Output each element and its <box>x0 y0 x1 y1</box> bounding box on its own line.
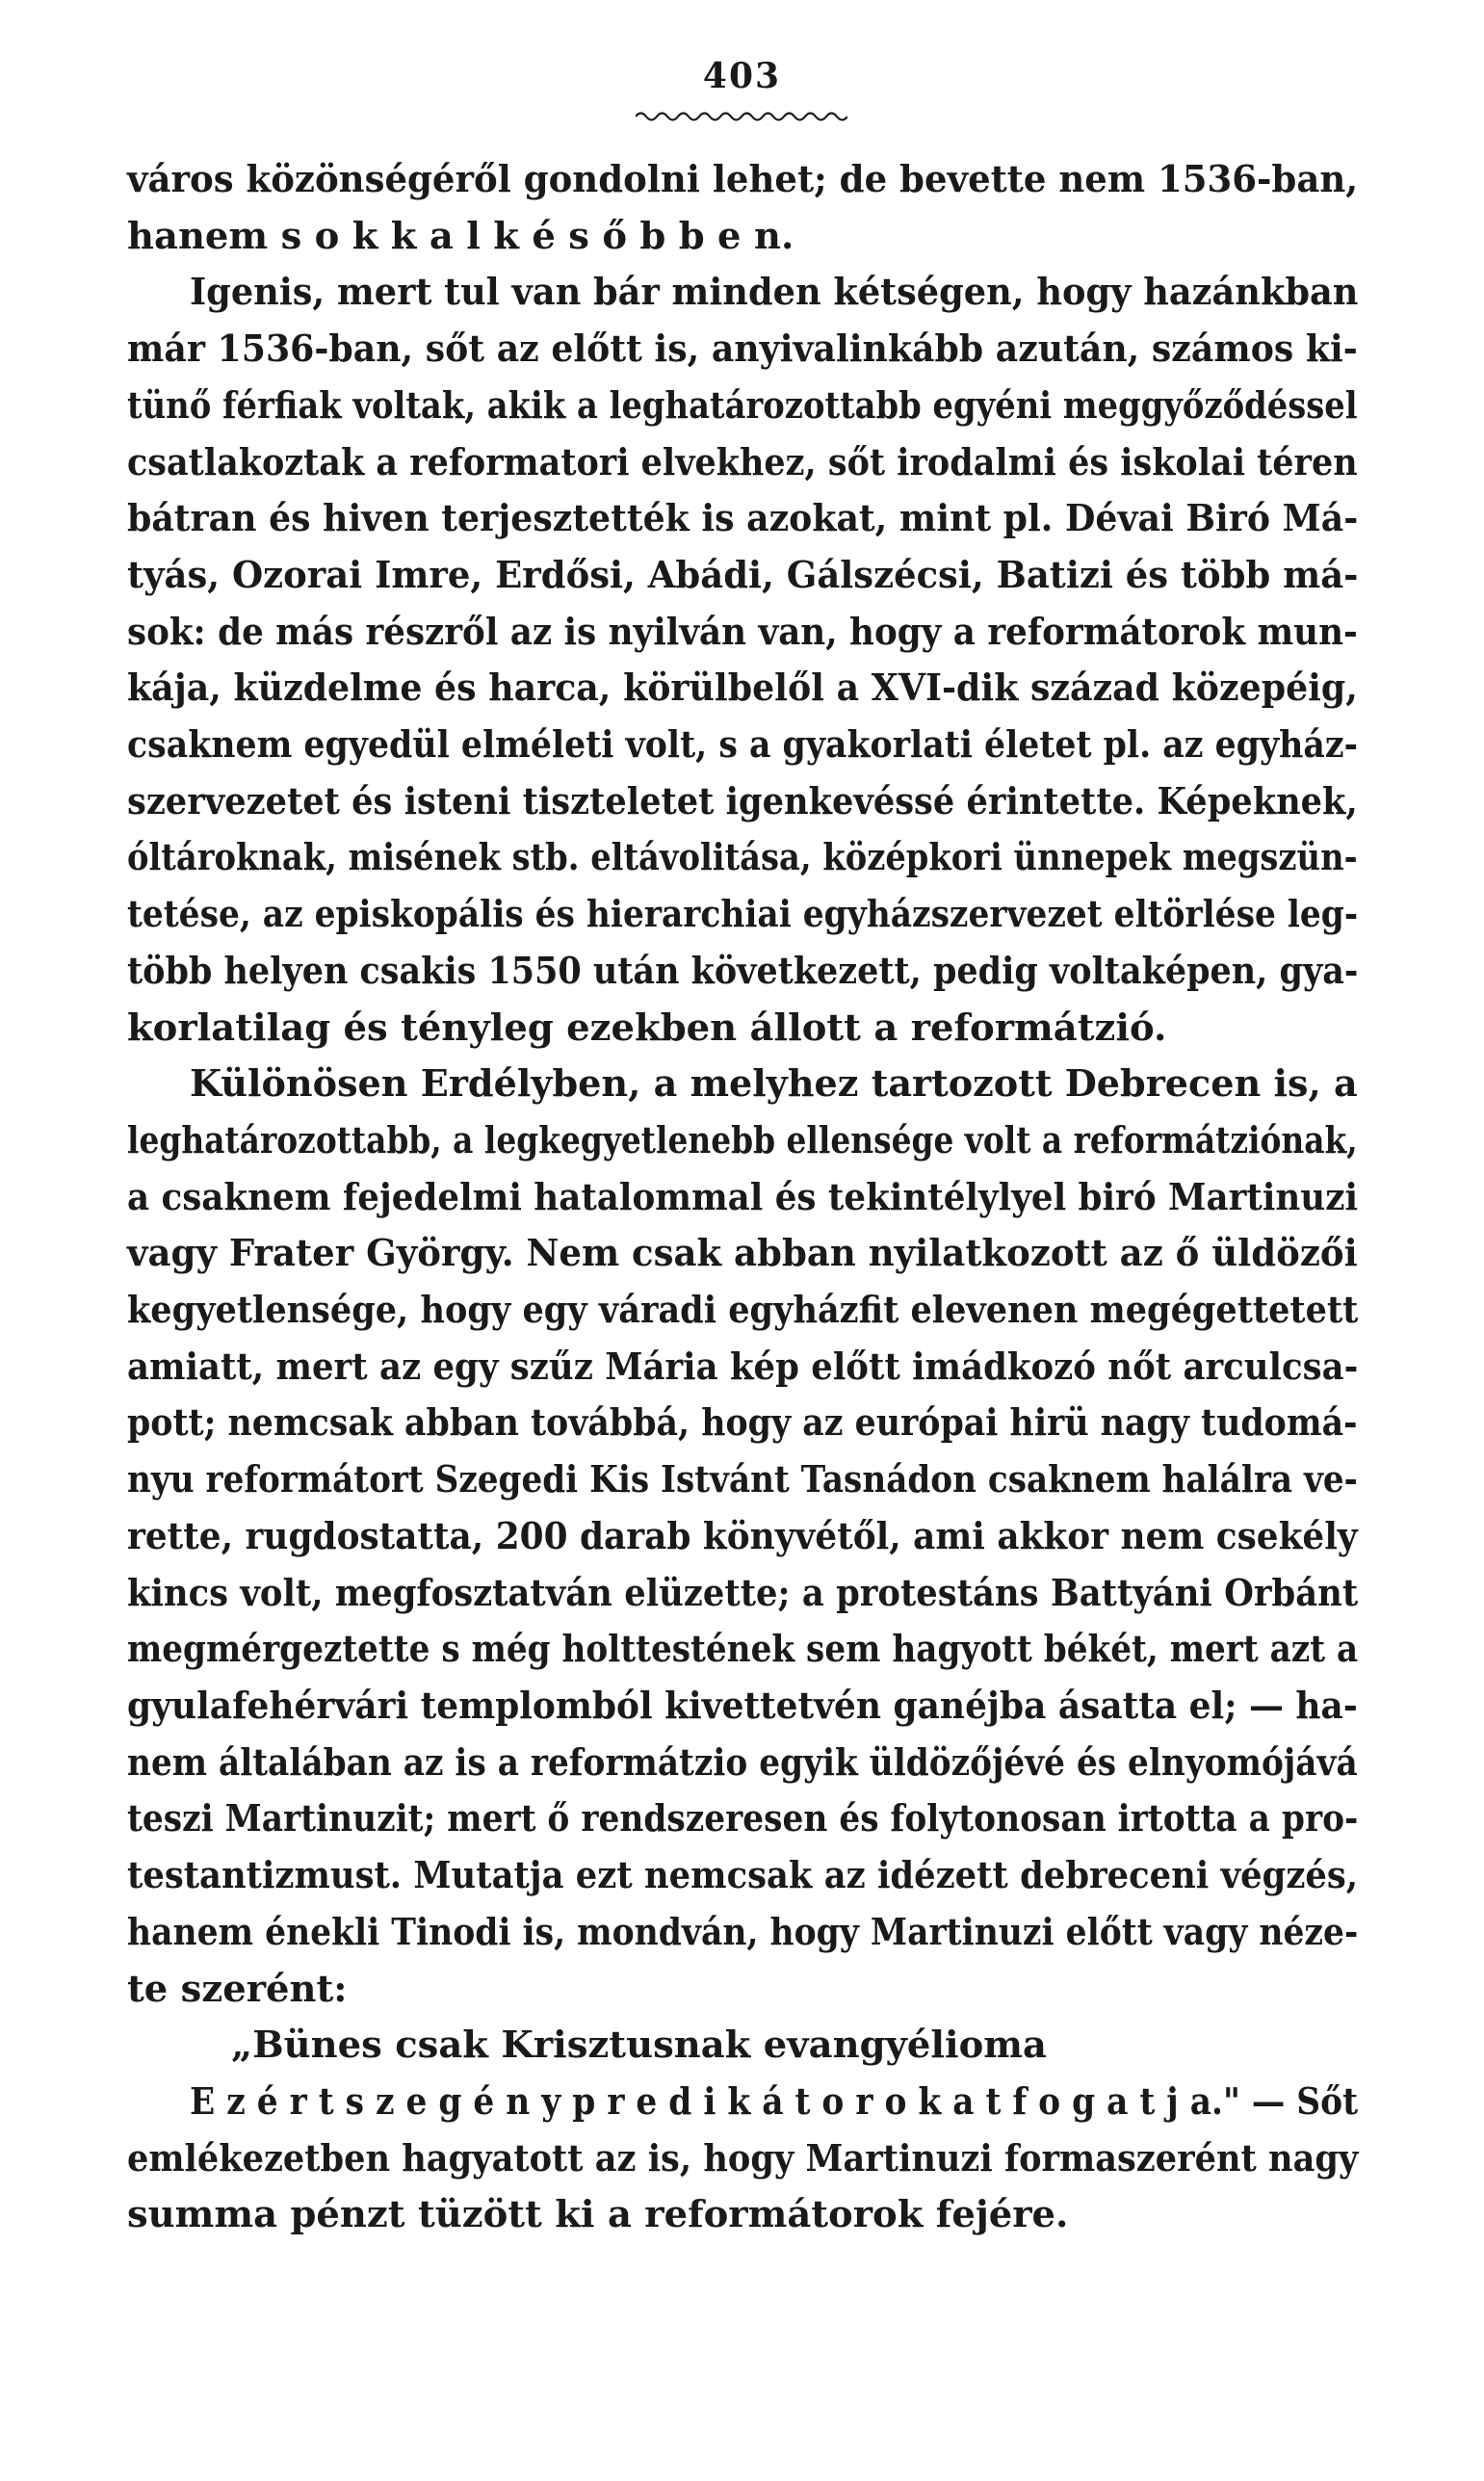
text-line: tünő férfiak voltak, akik a leghatározottabb egyéni meggyőződéssel <box>127 383 1358 428</box>
text-line: pott; nemcsak abban továbbá, hogy az európai hirü nagy tudomá- <box>127 1401 1358 1446</box>
text-line: Igenis, mert tul van bár minden kétségen, hogy hazánkban <box>190 271 1359 315</box>
text-line: több helyen csakis 1550 után következett, pedig voltaképen, gya- <box>127 949 1359 993</box>
text-line: E z é r t s z e g é n y p r e d i k á t o r o k a t f o g a t j a." — Sőt <box>190 2079 1359 2124</box>
text-line: korlatilag és tényleg ezekben állott a reformátzió. <box>127 1005 1167 1050</box>
text-line: teszi Martinuzit; mert ő rendszeresen és folytonosan irtotta a pro- <box>127 1797 1359 1841</box>
text-line: rette, rugdostatta, 200 darab könyvétől, ami akkor nem csekély <box>127 1514 1358 1558</box>
text-line: leghatározottabb, a legkegyetlenebb ellensége volt a reformátziónak, <box>127 1118 1358 1162</box>
text-line: csaknem egyedül elméleti volt, s a gyakorlati életet pl. az egyház- <box>127 723 1359 768</box>
body-text <box>127 152 1358 2244</box>
text-line: város közönségéről gondolni lehet; de bevette nem 1536-ban, <box>127 158 1359 201</box>
text-line: emlékezetben hagyatott az is, hogy Martinuzi formaszerént nagy <box>127 2136 1359 2181</box>
text-line: nem általában az is a reformátzio egyik üldözőjévé és elnyomójává <box>127 1740 1358 1785</box>
wavy-rule-ornament <box>636 108 847 125</box>
text-line: testantizmust. Mutatja ezt nemcsak az idézett debreceni végzés, <box>127 1854 1359 1898</box>
text-line: te szerént: <box>127 1967 348 2011</box>
text-line: csatlakoztak a reformatori elvekhez, sőt irodalmi és iskolai téren <box>127 440 1358 484</box>
text-line: gyulafehérvári templomból kivettetvén ganéjba ásatta el; — ha- <box>127 1684 1358 1728</box>
text-line: megmérgeztette s még holttestének sem hagyott békét, mert azt a <box>127 1628 1359 1672</box>
text-line: már 1536-ban, sőt az előtt is, anyivalinkább azután, számos ki- <box>127 327 1358 372</box>
text-line: amiatt, mert az egy szűz Mária kép előtt imádkozó nőt arculcsa- <box>127 1345 1359 1389</box>
text-line: hanem s o k k a l k é s ő b b e n. <box>127 214 794 258</box>
text-line: a csaknem fejedelmi hatalommal és tekintélylyel biró Martinuzi <box>127 1175 1359 1219</box>
text-line: szervezetet és isteni tiszteletet igenkevéssé érintette. Képeknek, <box>127 779 1358 823</box>
text-line: „Bünes csak Krisztusnak evangyélioma <box>231 2024 1047 2068</box>
text-line: Különösen Erdélyben, a melyhez tartozott Debrecen is, a <box>190 1062 1358 1107</box>
page-number: 403 <box>702 56 782 96</box>
text-line: kegyetlensége, hogy egy váradi egyházfit elevenen megégettetett <box>127 1289 1359 1333</box>
text-line: vagy Frater György. Nem csak abban nyilatkozott az ő üldözői <box>127 1232 1358 1276</box>
text-line: óltároknak, misének stb. eltávolitása, középkori ünnepek megszün- <box>127 836 1358 880</box>
text-line: bátran és hiven terjesztették is azokat, mint pl. Dévai Biró Má- <box>127 497 1359 541</box>
text-line: hanem énekli Tinodi is, mondván, hogy Martinuzi előtt vagy néze- <box>127 1910 1359 1954</box>
text-line: tyás, Ozorai Imre, Erdősi, Abádi, Gálszécsi, Batizi és több má- <box>127 553 1359 597</box>
text-line: kincs volt, megfosztatván elüzette; a protestáns Battyáni Orbánt <box>127 1571 1359 1615</box>
text-line: summa pénzt tüzött ki a reformátorok fejére. <box>127 2193 1069 2237</box>
text-line: kája, küzdelme és harca, körülbelől a XVI-dik század közepéig, <box>127 666 1358 711</box>
text-line: nyu reformátort Szegedi Kis Istvánt Tasnádon csaknem halálra ve- <box>127 1458 1358 1502</box>
text-line: tetése, az episkopális és hierarchiai egyházszervezet eltörlése leg- <box>127 893 1359 937</box>
text-line: sok: de más részről az is nyilván van, hogy a reformátorok mun- <box>127 610 1358 654</box>
